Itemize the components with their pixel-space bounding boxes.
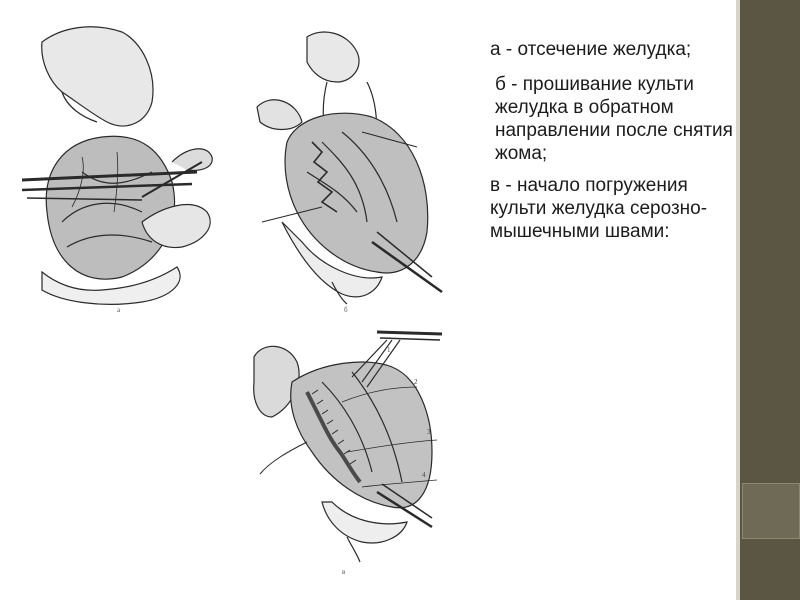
illustration-a	[22, 27, 212, 314]
callout-3: 3	[427, 428, 431, 436]
caption-b: б - прошивание культи желудка в обратном направлении после снятия жома;	[495, 74, 733, 164]
illustration-a-label: а	[117, 306, 121, 314]
callout-1: 1	[387, 346, 391, 354]
callout-2: 2	[414, 378, 418, 386]
sidebar-accent-square	[742, 483, 800, 539]
illustration-b-label: б	[344, 306, 348, 314]
illustration-c-label: в	[342, 568, 346, 576]
caption-c: в - начало погружения культи желудка серозно-мышечными швами:	[490, 175, 708, 242]
surgical-illustrations	[22, 22, 462, 582]
illustration-b	[257, 32, 442, 314]
caption-text-block	[490, 38, 740, 252]
caption-a: а - отсечение желудка;	[490, 39, 692, 60]
illustration-c	[254, 332, 442, 576]
callout-4: 4	[422, 471, 426, 479]
